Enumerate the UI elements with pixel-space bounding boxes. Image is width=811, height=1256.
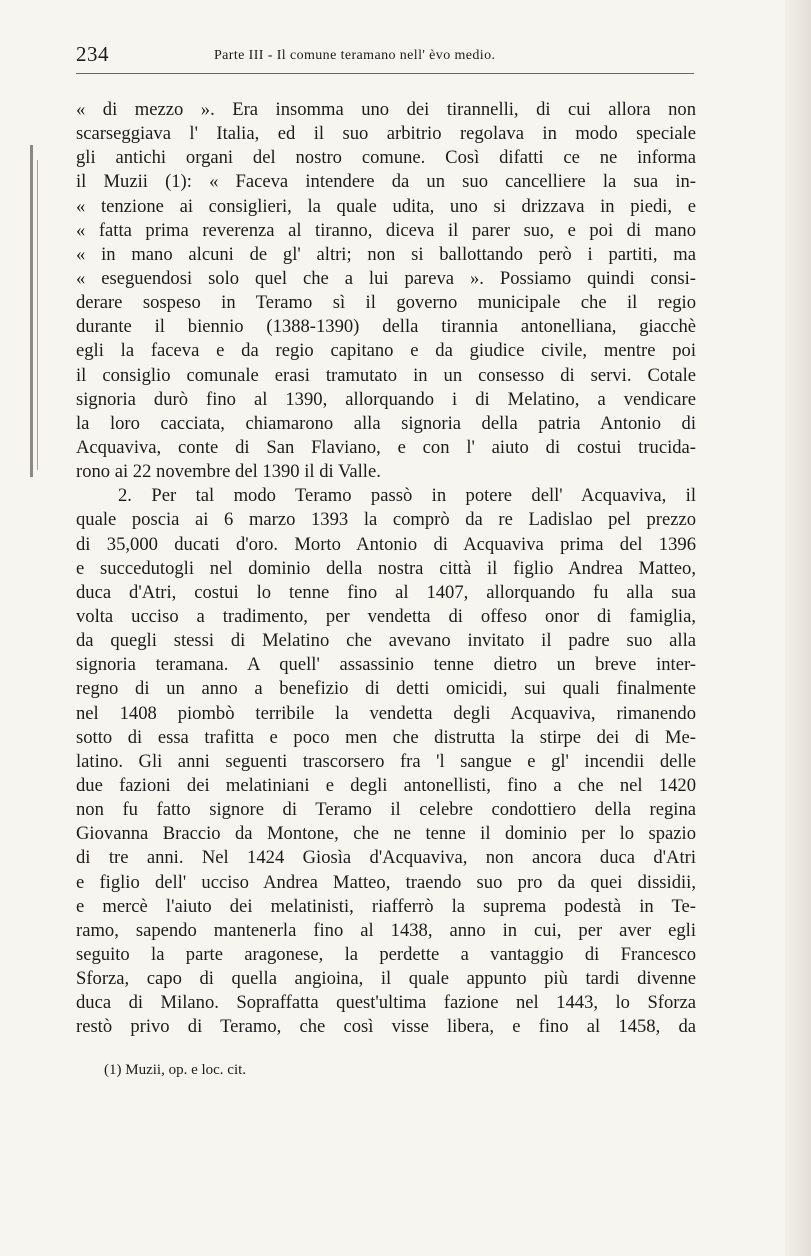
text-line: seguito la parte aragonese, la perdette a vantaggio di Francesco — [76, 943, 696, 965]
text-line: duca di Milano. Sopraffatta quest'ultima fazione nel 1443, lo Sforza — [76, 992, 696, 1014]
text-line: restò privo di Teramo, che così visse libera, e fino al 1458, da — [76, 1016, 696, 1038]
text-line: Giovanna Braccio da Montone, che ne tenne il dominio per lo spazio — [76, 823, 696, 845]
text-line: da quegli stessi di Melatino che avevano invitato il padre suo alla — [76, 630, 696, 652]
text-line: di tre anni. Nel 1424 Giosìa d'Acquaviva, non ancora duca d'Atri — [76, 847, 696, 869]
footnote: (1) Muzii, op. e loc. cit. — [104, 1062, 247, 1078]
text-line: « di mezzo ». Era insomma uno dei tirannelli, di cui allora non — [76, 99, 696, 120]
text-line: « tenzione ai consiglieri, la quale udita, uno si drizzava in piedi, e — [76, 195, 696, 217]
text-line: due fazioni dei melatiniani e degli antonellisti, fino a che nel 1420 — [76, 774, 696, 796]
text-line: il Muzii (1): « Faceva intendere da un suo cancelliere la sua in- — [76, 171, 696, 193]
text-line: « eseguendosi solo quel che a lui pareva ». Possiamo quindi consi- — [76, 267, 696, 289]
text-line: « fatta prima reverenza al tiranno, diceva il parer suo, e poi di mano — [76, 219, 696, 241]
text-line: il consiglio comunale erasi tramutato in un consesso di servi. Cotale — [76, 364, 696, 386]
text-line: gli antichi organi del nostro comune. Così difatti ce ne informa — [76, 147, 696, 169]
text-line: derare sospeso in Teramo sì il governo municipale che il regio — [76, 292, 696, 314]
text-line: e succedutogli nel dominio della nostra città il figlio Andrea Matteo, — [76, 557, 696, 579]
page-number: 234 — [76, 42, 109, 66]
text-line: di 35,000 ducati d'oro. Morto Antonio di Acquaviva prima del 1396 — [76, 533, 696, 555]
text-line: la loro cacciata, chiamarono alla signoria della patria Antonio di — [76, 412, 696, 434]
text-line: latino. Gli anni seguenti trascorsero fra 'l sangue e gl' incendii delle — [76, 750, 696, 772]
margin-pencil-mark-secondary — [37, 160, 38, 470]
text-line: Sforza, capo di quella angioina, il quale appunto più tardi divenne — [76, 968, 696, 990]
text-line: nel 1408 piombò terribile la vendetta degli Acquaviva, rimanendo — [76, 702, 696, 724]
text-line: quale poscia ai 6 marzo 1393 la comprò da re Ladislao pel prezzo — [76, 509, 696, 531]
text-line: e figlio dell' ucciso Andrea Matteo, traendo suo pro da quei dissidii, — [76, 871, 696, 893]
text-line: 2. Per tal modo Teramo passò in potere dell' Acquaviva, il — [118, 485, 696, 507]
text-line: rono ai 22 novembre del 1390 il di Valle. — [76, 461, 381, 483]
text-line: e mercè l'aiuto dei melatinisti, riafferrò la suprema podestà in Te- — [76, 895, 696, 917]
page-gutter-edge — [785, 0, 811, 1256]
text-line: « in mano alcuni de gl' altri; non si ballottando però i partiti, ma — [76, 243, 696, 265]
body-text — [76, 98, 696, 1039]
text-line: durante il biennio (1388-1390) della tirannia antonelliana, giacchè — [76, 316, 696, 338]
page-header — [76, 42, 694, 72]
text-line: sotto di essa trafitta e poco men che distrutta la stirpe dei di Me- — [76, 726, 696, 748]
text-line: ramo, sapendo mantenerla fino al 1438, anno in cui, per aver egli — [76, 919, 696, 941]
text-line: egli la faceva e da regio capitano e da giudice civile, mentre poi — [76, 340, 696, 362]
text-line: Acquaviva, conte di San Flaviano, e con l' aiuto di costui trucida- — [76, 436, 696, 458]
header-rule — [76, 73, 694, 74]
text-line: duca d'Atri, costui lo tenne fino al 1407, allorquando fu alla sua — [76, 581, 696, 603]
text-line: signoria durò fino al 1390, allorquando i di Melatino, a vendicare — [76, 388, 696, 410]
text-line: regno di un anno a benefizio di detti omicidi, sui quali finalmente — [76, 678, 696, 700]
text-line: scarseggiava l' Italia, ed il suo arbitrio regolava in modo speciale — [76, 123, 696, 145]
text-line: signoria teramana. A quell' assassinio tenne dietro un breve inter- — [76, 654, 696, 676]
text-line: volta ucciso a tradimento, per vendetta di offeso onor di famiglia, — [76, 605, 696, 627]
margin-pencil-mark — [30, 145, 33, 477]
running-head: Parte III - Il comune teramano nell' èvo medio. — [214, 48, 496, 63]
text-line: non fu fatto signore di Teramo il celebre condottiero della regina — [76, 799, 696, 821]
